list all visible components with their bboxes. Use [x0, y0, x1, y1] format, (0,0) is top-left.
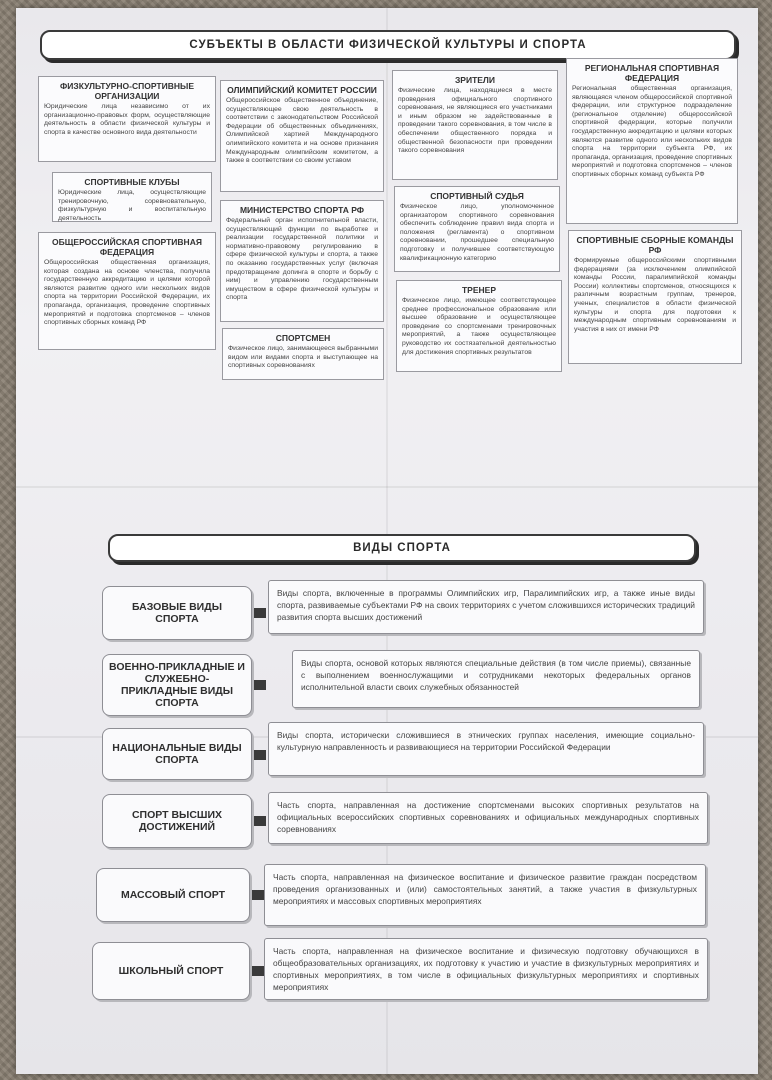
subjects-title: СУБЪЕКТЫ В ОБЛАСТИ ФИЗИЧЕСКОЙ КУЛЬТУРЫ И СПОРТА [189, 39, 587, 51]
kind-label-mass: МАССОВЫЙ СПОРТ [96, 868, 250, 922]
connector [252, 966, 264, 976]
card-title: ТРЕНЕР [461, 285, 496, 295]
poster-sheet [16, 8, 758, 1074]
kind-label-basic: БАЗОВЫЕ ВИДЫ СПОРТА [102, 586, 252, 640]
connector [252, 890, 264, 900]
kind-desc-basic: Виды спорта, включенные в программы Олимпийских игр, Паралимпийских игр, а также иные виды спорта, развиваемые субъектами РФ на своих территориях с учетом сложившихся исторических традиций развития спорта высших достижений [268, 580, 704, 634]
card-text: Юридические лица, осуществляющие тренировочную, соревновательную, физкультурную и воспитательную деятельность [58, 189, 206, 222]
card-title: СПОРТСМЕН [275, 333, 331, 343]
card-obsh-fed [38, 232, 216, 350]
card-olymp [220, 80, 384, 192]
card-viewers [392, 70, 558, 180]
card-clubs [52, 172, 212, 222]
card-judge [394, 186, 560, 272]
kinds-title-banner [108, 534, 696, 562]
connector [254, 816, 266, 826]
kind-desc-military: Виды спорта, основой которых являются специальные действия (в том числе приемы), связанные с выполнением военнослужащими и сотрудниками некоторых федеральных органов исполнительной власти своих служебных обязанностей [292, 650, 700, 708]
card-title: ЗРИТЕЛИ [454, 75, 496, 85]
card-title: СПОРТИВНЫЕ КЛУБЫ [84, 177, 180, 187]
card-title: ОБЩЕРОССИЙСКАЯ СПОРТИВНАЯ ФЕДЕРАЦИЯ [52, 237, 202, 257]
card-text: Физическое лицо, имеющее соответствующее среднее профессиональное образование или высшее образование и осуществляющее проведение со спортсменами тренировочных мероприятий, а также осуществляющее руководство их состязательной деятельностью для достижения спортивных результатов [402, 297, 556, 356]
card-text: Физические лица, находящиеся в месте проведения официального спортивного соревнования, не являющиеся его участниками и иным образом не задействованные в проведении такого соревнования, в том числе в обеспечении общественного порядка и общественной безопасности при проведении такого соревнования [398, 87, 552, 155]
card-text: Физическое лицо, уполномоченное организатором спортивного соревнования обеспечить соблюдение правил вида спорта и положения (регламента) о спортивном соревновании, прошедшее специальную подготовку и получившее соответствующую квалификационную категорию [400, 203, 554, 262]
kinds-title: ВИДЫ СПОРТА [353, 542, 451, 554]
card-text: Федеральный орган исполнительной власти, осуществляющий функции по выработке и реализации государственной политики и нормативно-правовому регулированию в сфере физической культуры и спорта, а также по оказанию государственных услуг (включая предотвращение допинга в спорте и борьбу с ним) и управлению государственным имуществом в сфере физической культуры и спорта [226, 217, 378, 302]
card-teams [568, 230, 742, 364]
card-text: Региональная общественная организация, являющаяся членом общероссийской спортивной федерации, или структурное подразделение (региональное отделение) общероссийской спортивной федерации, которые получили государственную аккредитацию и целями которых являются развитие одного или нескольких видов спорта на территории субъекта РФ, их пропаганда, организация, проведение спортивных мероприятий и подготовка спортсменов – членов спортивных сборных команд субъекта РФ [572, 85, 732, 178]
connector [254, 680, 266, 690]
card-regfed [566, 58, 738, 224]
kind-desc-school: Часть спорта, направленная на физическое воспитание и физическую подготовку обучающихся в общеобразовательных организациях, их подготовку к участию и участие в физкультурных мероприятиях и спортивных мероприятиях, в том числе в официальных физкультурных мероприятиях и спортивных мероприятиях [264, 938, 708, 1000]
card-sportsmen [222, 328, 384, 380]
card-minsport [220, 200, 384, 322]
kind-desc-national: Виды спорта, исторически сложившиеся в этнических группах населения, имеющие социально-культурную направленность и развивающиеся на территории Российской Федерации [268, 722, 704, 776]
card-text: Формируемые общероссийскими спортивными федерациями (за исключением олимпийской команды России, паралимпийской команды России) коллективы спортсменов, относящихся к различным возрастным группам, тренеров, ученых, специалистов в области физической культуры и спорта для подготовки к международным спортивным соревнованиям и участия в них от имени РФ [574, 257, 736, 333]
card-title: МИНИСТЕРСТВО СПОРТА РФ [239, 205, 365, 215]
connector [254, 750, 266, 760]
kind-label-national: НАЦИОНАЛЬНЫЕ ВИДЫ СПОРТА [102, 728, 252, 780]
card-text: Общероссийская общественная организация, которая создана на основе членства, получила государственную аккредитацию и целями которой являются развитие одного или нескольких видов спорта на территории Российской Федерации, их пропаганда, организация, проведение спортивных мероприятий и подготовка спортсменов – членов спортивных сборных команд РФ [44, 259, 210, 327]
card-coach [396, 280, 562, 372]
kind-label-school: ШКОЛЬНЫЙ СПОРТ [92, 942, 250, 1000]
card-text: Общероссийское общественное объединение, осуществляющее свою деятельность в соответствии с законодательством Российской Федерации об общественных объединениях, Олимпийской хартией Международного олимпийского комитета и на основе признания Международным олимпийским комитетом, а также в соответствии со своим уставом [226, 97, 378, 165]
kind-desc-elite: Часть спорта, направленная на достижение спортсменами высоких спортивных результатов на официальных всероссийских спортивных соревнованиях и официальных международных спортивных соревнованиях [268, 792, 708, 844]
card-text: Юридические лица независимо от их организационно-правовых форм, осуществляющие деятельность в области физической культуры и спорта в качестве основного вида деятельности [44, 103, 210, 136]
card-text: Физическое лицо, занимающееся выбранными видом или видами спорта и выступающее на спортивных соревнованиях [228, 345, 378, 370]
connector [254, 608, 266, 618]
kind-label-military: ВОЕННО-ПРИКЛАДНЫЕ И СЛУЖЕБНО-ПРИКЛАДНЫЕ ВИДЫ СПОРТА [102, 654, 252, 716]
kind-desc-mass: Часть спорта, направленная на физическое воспитание и физическое развитие граждан посредством проведения организованных и (или) самостоятельных занятий, а также участия в физкультурных мероприятиях и массовых спортивных мероприятиях [264, 864, 706, 926]
kind-label-elite: СПОРТ ВЫСШИХ ДОСТИЖЕНИЙ [102, 794, 252, 848]
card-title: РЕГИОНАЛЬНАЯ СПОРТИВНАЯ ФЕДЕРАЦИЯ [584, 63, 720, 83]
card-title: СПОРТИВНЫЙ СУДЬЯ [430, 191, 524, 201]
subjects-title-banner [40, 30, 736, 60]
card-title: ФИЗКУЛЬТУРНО-СПОРТИВНЫЕ ОРГАНИЗАЦИИ [60, 81, 194, 101]
card-fizkult [38, 76, 216, 162]
card-title: ОЛИМПИЙСКИЙ КОМИТЕТ РОССИИ [227, 85, 377, 95]
card-title: СПОРТИВНЫЕ СБОРНЫЕ КОМАНДЫ РФ [576, 235, 734, 255]
